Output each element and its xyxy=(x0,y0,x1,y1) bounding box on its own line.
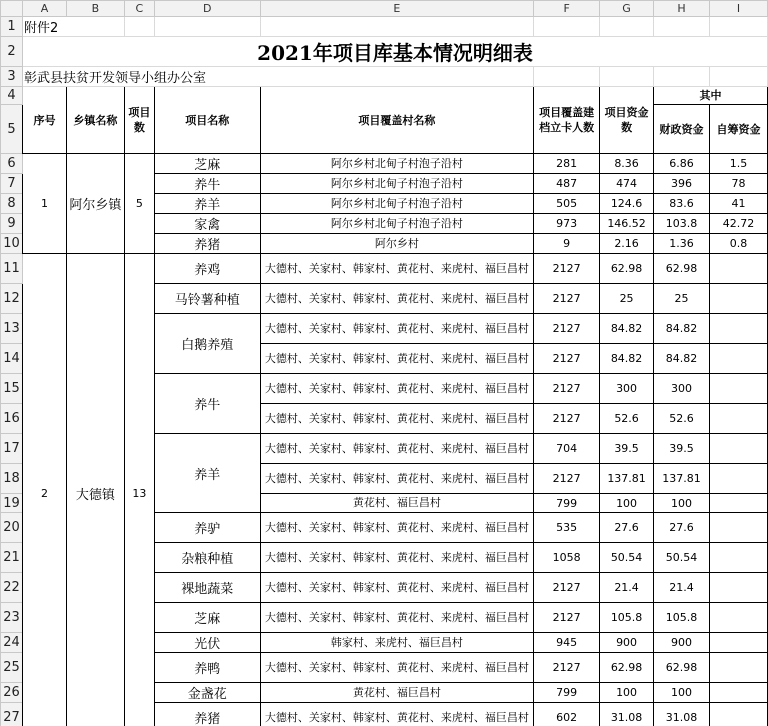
header-fiscal[interactable]: 财政资金 xyxy=(654,105,710,154)
funds-cell[interactable]: 100 xyxy=(600,494,654,513)
row-header[interactable]: 18 xyxy=(1,464,23,494)
attachment-label[interactable]: 附件2 xyxy=(22,17,124,37)
self-funds-cell[interactable]: 41 xyxy=(710,194,768,214)
project-name-cell[interactable]: 金盏花 xyxy=(154,683,260,703)
header-households[interactable]: 项目覆盖建档立卡人数 xyxy=(534,87,600,154)
funds-cell[interactable]: 900 xyxy=(600,633,654,653)
funds-cell[interactable]: 474 xyxy=(600,174,654,194)
self-funds-cell[interactable] xyxy=(710,703,768,726)
row-header[interactable]: 17 xyxy=(1,434,23,464)
fiscal-cell[interactable]: 62.98 xyxy=(654,254,710,284)
row-header[interactable]: 9 xyxy=(1,214,23,234)
self-funds-cell[interactable] xyxy=(710,284,768,314)
households-cell[interactable]: 2127 xyxy=(534,344,600,374)
self-funds-cell[interactable] xyxy=(710,404,768,434)
households-cell[interactable]: 535 xyxy=(534,513,600,543)
row-header[interactable]: 16 xyxy=(1,404,23,434)
row-header[interactable]: 6 xyxy=(1,154,23,174)
fiscal-cell[interactable]: 6.86 xyxy=(654,154,710,174)
table-row xyxy=(1,254,768,284)
count-cell[interactable]: 5 xyxy=(124,154,154,254)
funds-cell[interactable]: 21.4 xyxy=(600,573,654,603)
villages-cell[interactable]: 黄花村、福巨昌村 xyxy=(260,683,534,703)
fiscal-cell[interactable]: 103.8 xyxy=(654,214,710,234)
header-villages[interactable]: 项目覆盖村名称 xyxy=(260,87,534,154)
project-name-cell[interactable]: 养羊 xyxy=(154,434,260,513)
funds-cell[interactable]: 300 xyxy=(600,374,654,404)
fiscal-cell[interactable]: 62.98 xyxy=(654,653,710,683)
row-header[interactable]: 7 xyxy=(1,174,23,194)
households-cell[interactable]: 799 xyxy=(534,494,600,513)
project-name-cell[interactable]: 裸地蔬菜 xyxy=(154,573,260,603)
row-header[interactable]: 15 xyxy=(1,374,23,404)
row-header[interactable]: 8 xyxy=(1,194,23,214)
funds-cell[interactable]: 100 xyxy=(600,683,654,703)
row-header[interactable]: 14 xyxy=(1,344,23,374)
row-header[interactable]: 5 xyxy=(1,105,23,154)
project-name-cell[interactable]: 养鸭 xyxy=(154,653,260,683)
self-funds-cell[interactable] xyxy=(710,603,768,633)
self-funds-cell[interactable]: 1.5 xyxy=(710,154,768,174)
row-header[interactable]: 24 xyxy=(1,633,23,653)
self-funds-cell[interactable] xyxy=(710,543,768,573)
villages-cell[interactable]: 韩家村、来虎村、福巨昌村 xyxy=(260,633,534,653)
villages-cell[interactable]: 阿尔乡村北甸子村泡子沿村 xyxy=(260,214,534,234)
self-funds-cell[interactable]: 42.72 xyxy=(710,214,768,234)
self-funds-cell[interactable] xyxy=(710,653,768,683)
project-name-cell[interactable]: 养鸡 xyxy=(154,254,260,284)
self-funds-cell[interactable] xyxy=(710,513,768,543)
households-cell[interactable]: 1058 xyxy=(534,543,600,573)
row-header[interactable]: 4 xyxy=(1,87,23,105)
villages-cell[interactable]: 大德村、关家村、韩家村、黄花村、来虎村、福巨昌村 xyxy=(260,344,534,374)
villages-cell[interactable]: 大德村、关家村、韩家村、黄花村、来虎村、福巨昌村 xyxy=(260,703,534,726)
funds-cell[interactable]: 27.6 xyxy=(600,513,654,543)
fiscal-cell[interactable]: 21.4 xyxy=(654,573,710,603)
self-funds-cell[interactable] xyxy=(710,573,768,603)
row-header[interactable]: 26 xyxy=(1,683,23,703)
villages-cell[interactable]: 大德村、关家村、韩家村、黄花村、来虎村、福巨昌村 xyxy=(260,464,534,494)
funds-cell[interactable]: 62.98 xyxy=(600,653,654,683)
fiscal-cell[interactable]: 25 xyxy=(654,284,710,314)
column-header[interactable]: H xyxy=(654,1,710,17)
self-funds-cell[interactable]: 78 xyxy=(710,174,768,194)
header-town[interactable]: 乡镇名称 xyxy=(66,87,124,154)
villages-cell[interactable]: 大德村、关家村、韩家村、黄花村、来虎村、福巨昌村 xyxy=(260,603,534,633)
villages-cell[interactable]: 大德村、关家村、韩家村、黄花村、来虎村、福巨昌村 xyxy=(260,513,534,543)
row-header[interactable]: 3 xyxy=(1,67,23,87)
villages-cell[interactable]: 大德村、关家村、韩家村、黄花村、来虎村、福巨昌村 xyxy=(260,573,534,603)
fiscal-cell[interactable]: 84.82 xyxy=(654,344,710,374)
funds-cell[interactable]: 31.08 xyxy=(600,703,654,726)
column-header[interactable]: A xyxy=(22,1,66,17)
households-cell[interactable]: 704 xyxy=(534,434,600,464)
row-header[interactable]: 13 xyxy=(1,314,23,344)
office-name[interactable]: 彰武县扶贫开发领导小组办公室 xyxy=(22,67,533,87)
funds-cell[interactable]: 84.82 xyxy=(600,344,654,374)
villages-cell[interactable]: 大德村、关家村、韩家村、黄花村、来虎村、福巨昌村 xyxy=(260,543,534,573)
villages-cell[interactable]: 大德村、关家村、韩家村、黄花村、来虎村、福巨昌村 xyxy=(260,653,534,683)
fiscal-cell[interactable]: 900 xyxy=(654,633,710,653)
fiscal-cell[interactable]: 84.82 xyxy=(654,314,710,344)
households-cell[interactable]: 2127 xyxy=(534,573,600,603)
funds-cell[interactable]: 124.6 xyxy=(600,194,654,214)
project-name-cell[interactable]: 养驴 xyxy=(154,513,260,543)
funds-cell[interactable]: 137.81 xyxy=(600,464,654,494)
column-header[interactable]: B xyxy=(66,1,124,17)
row-header[interactable]: 20 xyxy=(1,513,23,543)
villages-cell[interactable]: 大德村、关家村、韩家村、黄花村、来虎村、福巨昌村 xyxy=(260,374,534,404)
project-name-cell[interactable]: 养猪 xyxy=(154,234,260,254)
villages-cell[interactable]: 阿尔乡村北甸子村泡子沿村 xyxy=(260,174,534,194)
header-self[interactable]: 自筹资金 xyxy=(710,105,768,154)
households-cell[interactable]: 9 xyxy=(534,234,600,254)
seq-cell[interactable]: 2 xyxy=(22,254,66,726)
villages-cell[interactable]: 黄花村、福巨昌村 xyxy=(260,494,534,513)
households-cell[interactable]: 2127 xyxy=(534,603,600,633)
self-funds-cell[interactable] xyxy=(710,434,768,464)
project-name-cell[interactable]: 白鹅养殖 xyxy=(154,314,260,374)
self-funds-cell[interactable]: 0.8 xyxy=(710,234,768,254)
project-name-cell[interactable]: 马铃薯种植 xyxy=(154,284,260,314)
households-cell[interactable]: 2127 xyxy=(534,464,600,494)
project-name-cell[interactable]: 养猪 xyxy=(154,703,260,726)
row-header[interactable]: 10 xyxy=(1,234,23,254)
header-seq[interactable]: 序号 xyxy=(22,87,66,154)
table-row xyxy=(1,154,768,174)
column-header[interactable]: G xyxy=(600,1,654,17)
column-header[interactable]: D xyxy=(154,1,260,17)
row-header[interactable]: 25 xyxy=(1,653,23,683)
fiscal-cell[interactable]: 100 xyxy=(654,494,710,513)
fiscal-cell[interactable]: 83.6 xyxy=(654,194,710,214)
fiscal-cell[interactable]: 27.6 xyxy=(654,513,710,543)
seq-cell[interactable]: 1 xyxy=(22,154,66,254)
funds-cell[interactable]: 62.98 xyxy=(600,254,654,284)
households-cell[interactable]: 2127 xyxy=(534,374,600,404)
sheet-title[interactable]: 2021年项目库基本情况明细表 xyxy=(22,37,767,67)
funds-cell[interactable]: 146.52 xyxy=(600,214,654,234)
project-name-cell[interactable]: 芝麻 xyxy=(154,154,260,174)
row-header[interactable]: 27 xyxy=(1,703,23,726)
row-header[interactable]: 12 xyxy=(1,284,23,314)
self-funds-cell[interactable] xyxy=(710,344,768,374)
self-funds-cell[interactable] xyxy=(710,683,768,703)
town-cell[interactable]: 大德镇 xyxy=(66,254,124,726)
fiscal-cell[interactable]: 50.54 xyxy=(654,543,710,573)
project-name-cell[interactable]: 家禽 xyxy=(154,214,260,234)
column-header[interactable]: F xyxy=(534,1,600,17)
row-header[interactable]: 22 xyxy=(1,573,23,603)
project-name-cell[interactable]: 芝麻 xyxy=(154,603,260,633)
header-count[interactable]: 项目数 xyxy=(124,87,154,154)
households-cell[interactable]: 945 xyxy=(534,633,600,653)
households-cell[interactable]: 2127 xyxy=(534,404,600,434)
fiscal-cell[interactable]: 31.08 xyxy=(654,703,710,726)
self-funds-cell[interactable] xyxy=(710,464,768,494)
select-all-corner[interactable] xyxy=(1,1,23,17)
funds-cell[interactable]: 50.54 xyxy=(600,543,654,573)
column-header[interactable]: I xyxy=(710,1,768,17)
header-funds[interactable]: 项目资金数 xyxy=(600,87,654,154)
fiscal-cell[interactable]: 1.36 xyxy=(654,234,710,254)
villages-cell[interactable]: 阿尔乡村北甸子村泡子沿村 xyxy=(260,154,534,174)
funds-cell[interactable]: 39.5 xyxy=(600,434,654,464)
funds-cell[interactable]: 8.36 xyxy=(600,154,654,174)
header-among[interactable]: 其中 xyxy=(654,87,768,105)
households-cell[interactable]: 281 xyxy=(534,154,600,174)
row-header[interactable]: 1 xyxy=(1,17,23,37)
fiscal-cell[interactable]: 137.81 xyxy=(654,464,710,494)
fiscal-cell[interactable]: 100 xyxy=(654,683,710,703)
project-name-cell[interactable]: 光伏 xyxy=(154,633,260,653)
funds-cell[interactable]: 25 xyxy=(600,284,654,314)
funds-cell[interactable]: 84.82 xyxy=(600,314,654,344)
self-funds-cell[interactable] xyxy=(710,633,768,653)
column-header[interactable]: C xyxy=(124,1,154,17)
column-header[interactable]: E xyxy=(260,1,534,17)
fiscal-cell[interactable]: 105.8 xyxy=(654,603,710,633)
villages-cell[interactable]: 大德村、关家村、韩家村、黄花村、来虎村、福巨昌村 xyxy=(260,284,534,314)
row-header[interactable]: 21 xyxy=(1,543,23,573)
funds-cell[interactable]: 2.16 xyxy=(600,234,654,254)
header-project[interactable]: 项目名称 xyxy=(154,87,260,154)
households-cell[interactable]: 2127 xyxy=(534,314,600,344)
households-cell[interactable]: 799 xyxy=(534,683,600,703)
count-cell[interactable]: 13 xyxy=(124,254,154,726)
project-name-cell[interactable]: 养羊 xyxy=(154,194,260,214)
self-funds-cell[interactable] xyxy=(710,314,768,344)
villages-cell[interactable]: 阿尔乡村北甸子村泡子沿村 xyxy=(260,194,534,214)
fiscal-cell[interactable]: 396 xyxy=(654,174,710,194)
self-funds-cell[interactable] xyxy=(710,254,768,284)
fiscal-cell[interactable]: 300 xyxy=(654,374,710,404)
households-cell[interactable]: 505 xyxy=(534,194,600,214)
row-header[interactable]: 23 xyxy=(1,603,23,633)
households-cell[interactable]: 602 xyxy=(534,703,600,726)
villages-cell[interactable]: 大德村、关家村、韩家村、黄花村、来虎村、福巨昌村 xyxy=(260,314,534,344)
households-cell[interactable]: 973 xyxy=(534,214,600,234)
row-header[interactable]: 2 xyxy=(1,37,23,67)
town-cell[interactable]: 阿尔乡镇 xyxy=(66,154,124,254)
villages-cell[interactable]: 大德村、关家村、韩家村、黄花村、来虎村、福巨昌村 xyxy=(260,434,534,464)
households-cell[interactable]: 2127 xyxy=(534,254,600,284)
households-cell[interactable]: 2127 xyxy=(534,653,600,683)
project-name-cell[interactable]: 养牛 xyxy=(154,174,260,194)
row-header[interactable]: 11 xyxy=(1,254,23,284)
villages-cell[interactable]: 大德村、关家村、韩家村、黄花村、来虎村、福巨昌村 xyxy=(260,254,534,284)
funds-cell[interactable]: 105.8 xyxy=(600,603,654,633)
fiscal-cell[interactable]: 52.6 xyxy=(654,404,710,434)
fiscal-cell[interactable]: 39.5 xyxy=(654,434,710,464)
funds-cell[interactable]: 52.6 xyxy=(600,404,654,434)
row-header[interactable]: 19 xyxy=(1,494,23,513)
self-funds-cell[interactable] xyxy=(710,494,768,513)
project-name-cell[interactable]: 杂粮种植 xyxy=(154,543,260,573)
villages-cell[interactable]: 大德村、关家村、韩家村、黄花村、来虎村、福巨昌村 xyxy=(260,404,534,434)
villages-cell[interactable]: 阿尔乡村 xyxy=(260,234,534,254)
project-name-cell[interactable]: 养牛 xyxy=(154,374,260,434)
households-cell[interactable]: 487 xyxy=(534,174,600,194)
self-funds-cell[interactable] xyxy=(710,374,768,404)
households-cell[interactable]: 2127 xyxy=(534,284,600,314)
